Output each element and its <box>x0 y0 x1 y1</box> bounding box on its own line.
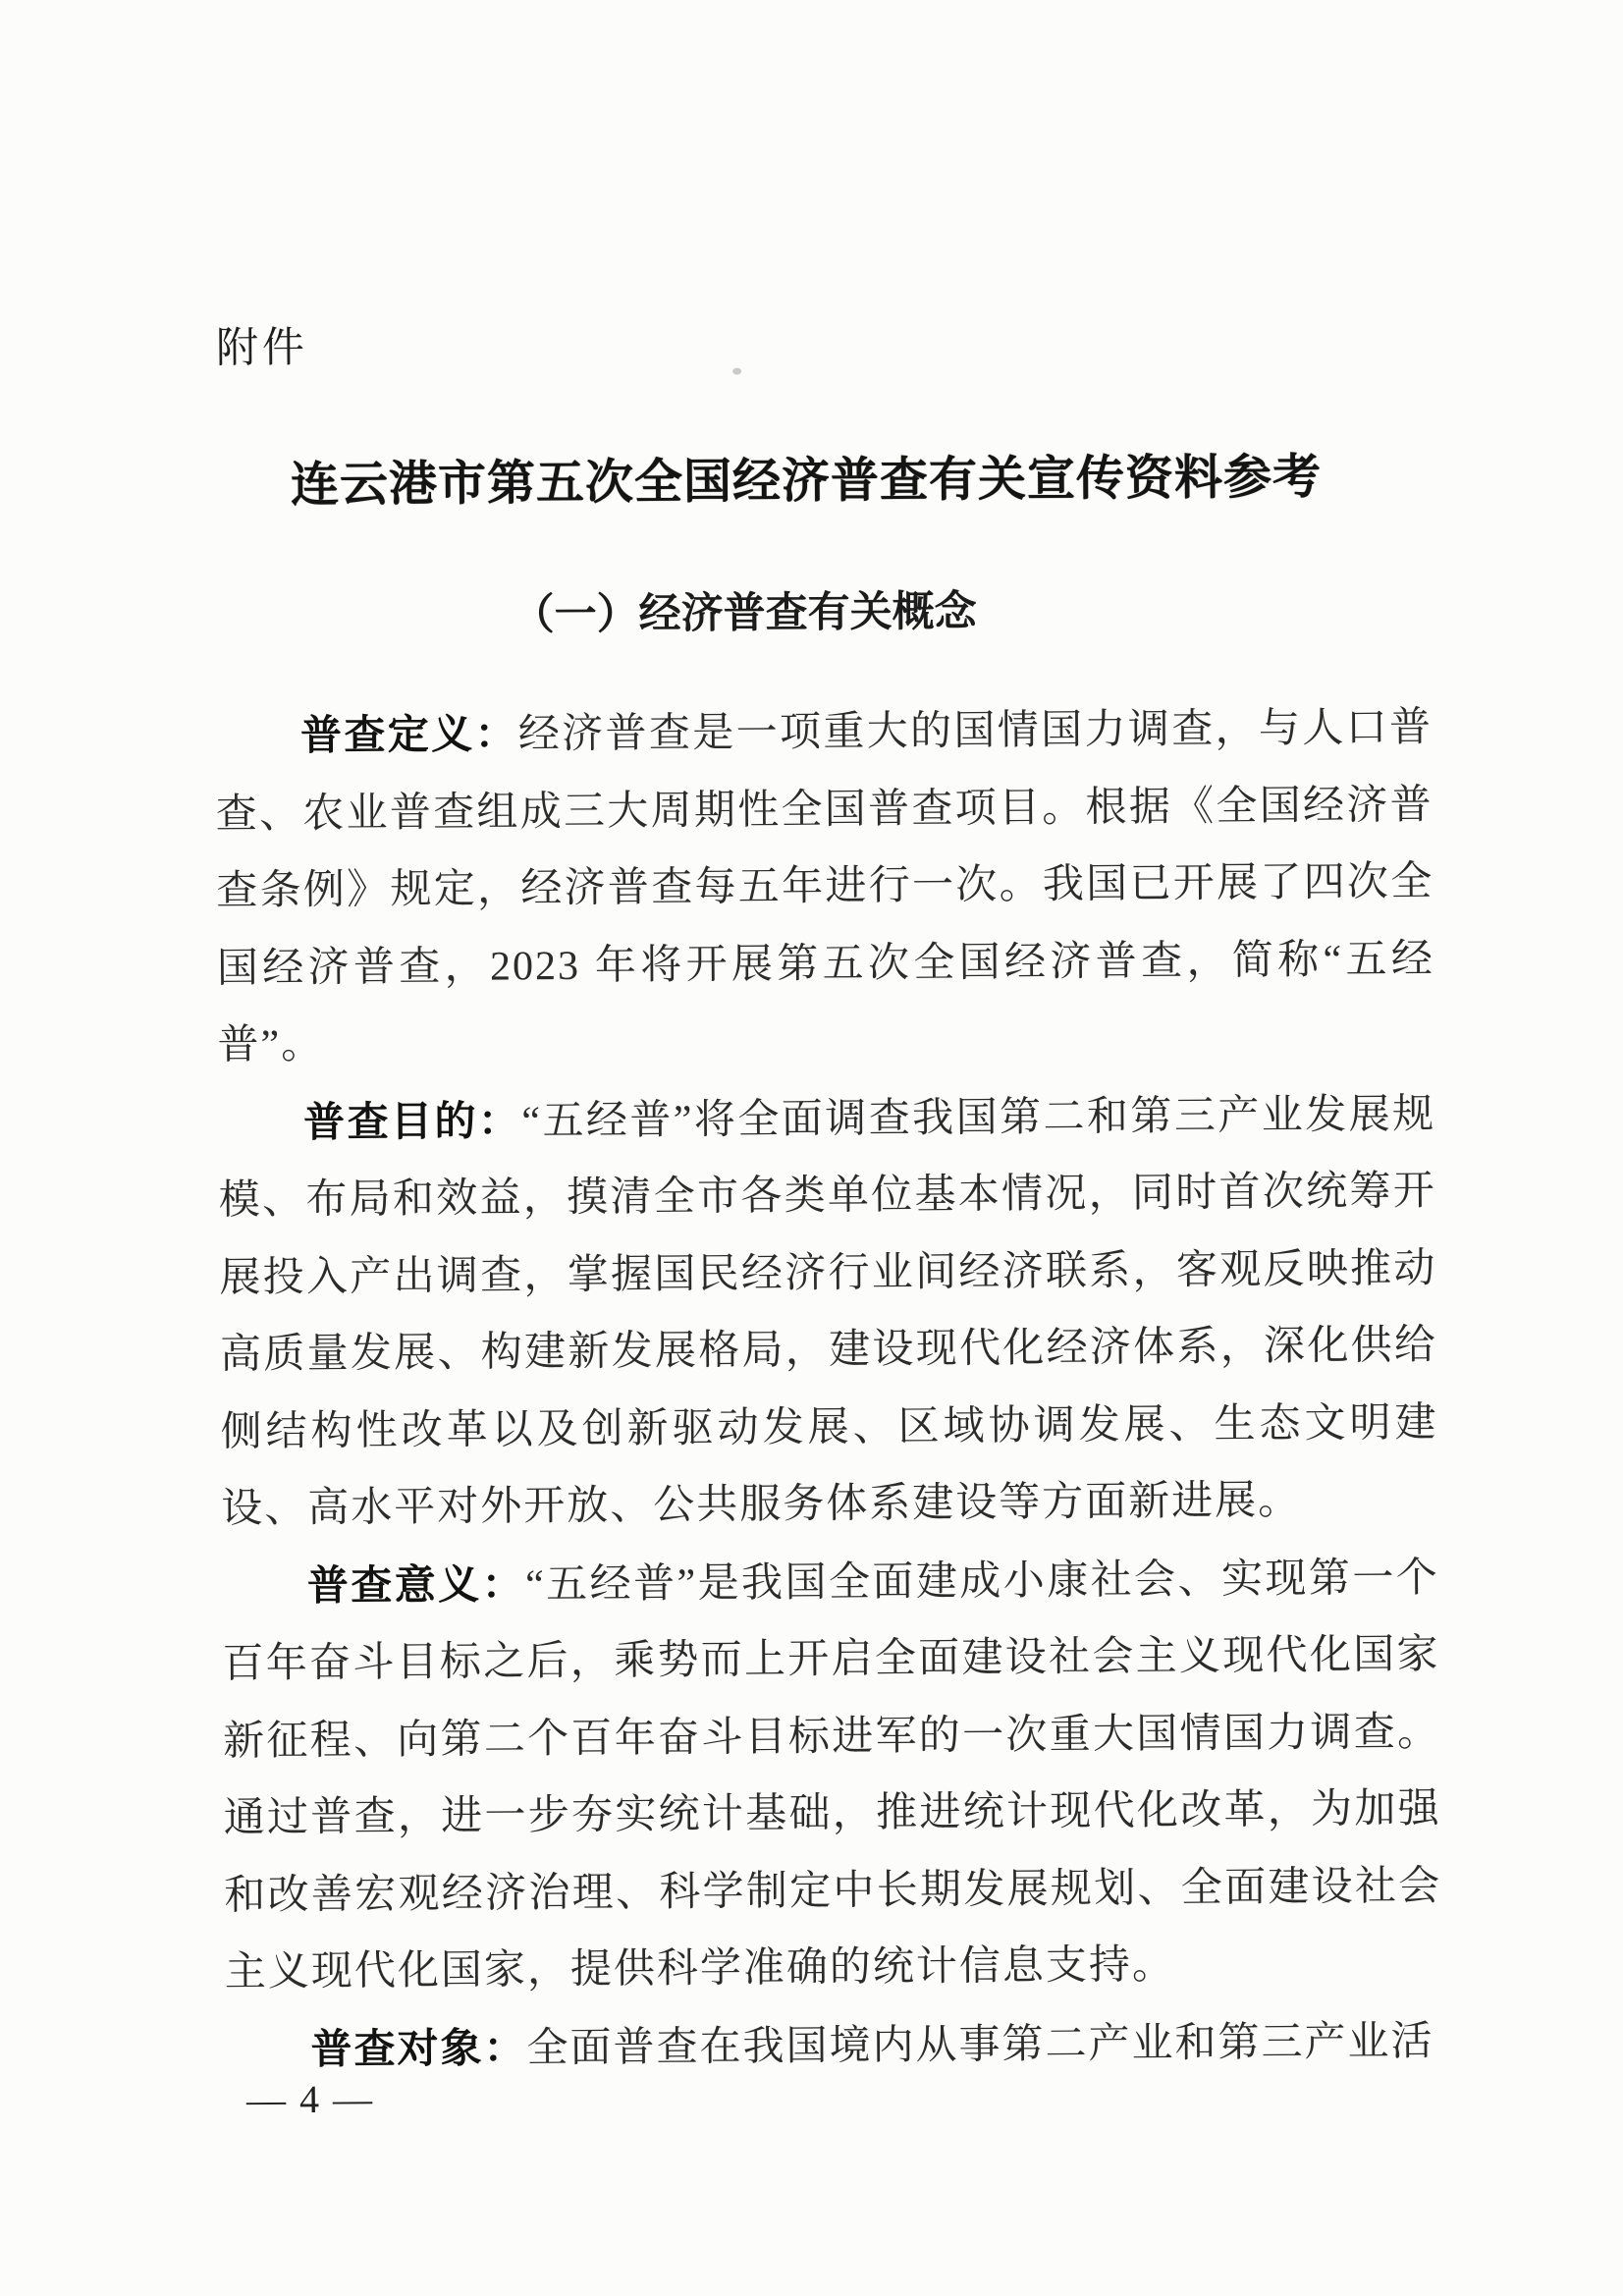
paragraph-label: 普查目的： <box>302 1096 522 1145</box>
paragraph-text: “五经普”将全面调查我国第二和第三产业发展规模、布局和效益，摸清全市各类单位基本情况，同时首次统筹开展投入产出调查，掌握国民经济行业间经济联系，客观反映推动高质量发展、构建新发展格局，建设现代化经济体系，深化供给侧结构性改革以及创新驱动发展、区域协调发展、生态文明建设、高水平对外开放、公共服务体系建设等方面新进展。 <box>218 1091 1438 1532</box>
paragraph-text: “五经普”是我国全面建成小康社会、实现第一个百年奋斗目标之后，乘势而上开启全面建设社会主义现代化国家新征程、向第二个百年奋斗目标进军的一次重大国情国力调查。通过普查，进一步夯实统计基础，推进统计现代化改革，为加强和改善宏观经济治理、科学制定中长期发展规划、全面建设社会主义现代化国家，提供科学准确的统计信息支持。 <box>222 1555 1442 1995</box>
document-title: 连云港市第五次全国经济普查有关宣传资料参考 <box>290 449 1323 513</box>
paragraph-text: 全面普查在我国境内从事第二产业和第三产业活 <box>526 2018 1434 2071</box>
document-body <box>215 688 1443 2090</box>
attachment-label: 附件 <box>215 325 309 372</box>
paragraph <box>225 2001 1443 2089</box>
paragraph <box>222 1538 1443 2011</box>
scan-speckle <box>732 368 741 375</box>
paragraph <box>218 1075 1439 1549</box>
paragraph-label: 普查定义： <box>299 710 519 759</box>
section-heading: （一）经济普查有关概念 <box>512 587 977 639</box>
page-number: — 4 — <box>245 2076 375 2122</box>
paragraph-text: 经济普查是一项重大的国情国力调查，与人口普查、农业普查组成三大周期性全国普查项目。根据《全国经济普查条例》规定，经济普查每五年进行一次。我国已开展了四次全国经济普查，2023 年将开展第五次全国经济普查，简称“五经普”。 <box>215 705 1435 1068</box>
paragraph <box>215 688 1435 1084</box>
paragraph-label: 普查对象： <box>310 2023 527 2072</box>
paragraph-label: 普查意义： <box>306 1559 526 1609</box>
